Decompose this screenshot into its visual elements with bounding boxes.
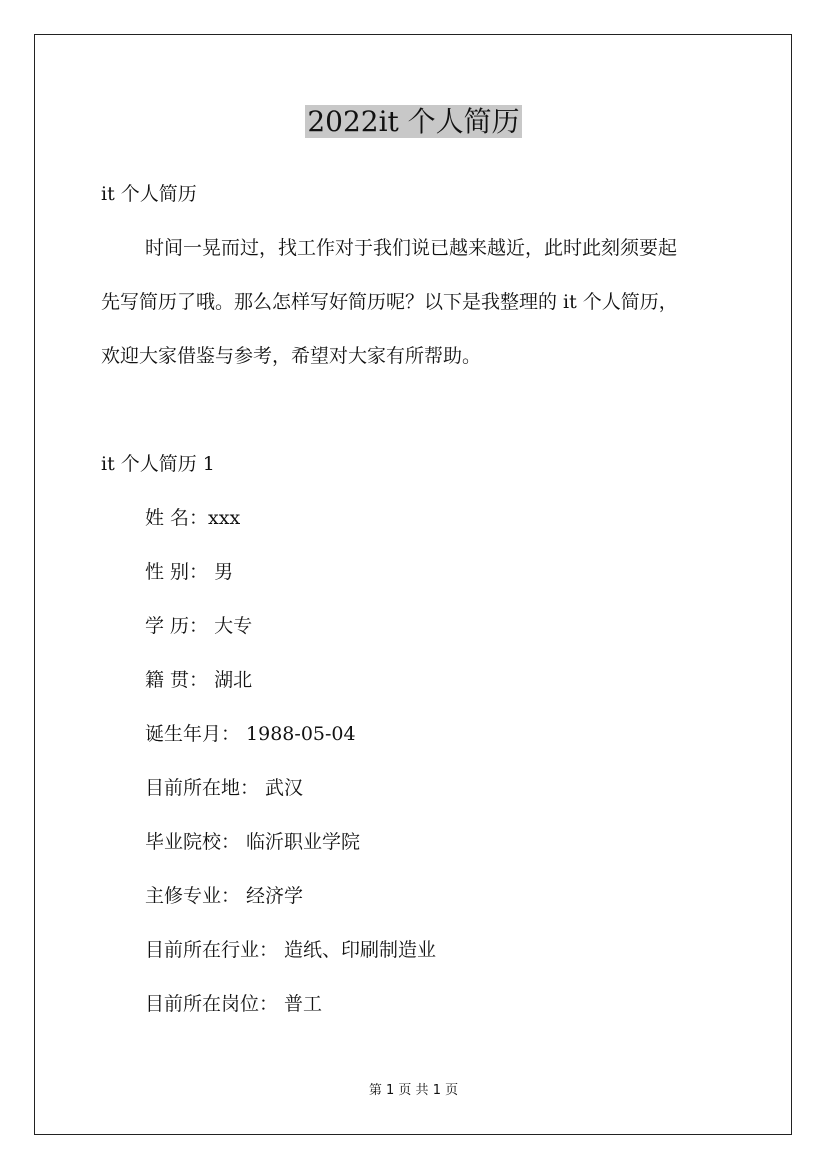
field-native-place: 籍 贯： 湖北 (145, 669, 253, 691)
field-birth-date: 诞生年月： 1988-05-04 (145, 723, 356, 745)
field-education: 学 历： 大专 (145, 615, 253, 637)
field-current-location: 目前所在地： 武汉 (145, 777, 304, 799)
field-gender: 性 别： 男 (145, 561, 234, 583)
field-major: 主修专业： 经济学 (145, 885, 304, 907)
document-title-block (0, 102, 827, 142)
intro-line-3: 欢迎大家借鉴与参考，希望对大家有所帮助。 (101, 345, 482, 367)
page-footer: 第 1 页 共 1 页 (368, 1083, 459, 1098)
field-position: 目前所在岗位： 普工 (145, 993, 323, 1015)
field-name: 姓 名：xxx (145, 507, 241, 529)
field-industry: 目前所在行业： 造纸、印刷制造业 (145, 939, 437, 961)
resume-heading: it 个人简历 1 (101, 453, 215, 475)
section-heading: it 个人简历 (101, 183, 197, 205)
document-title: 2022it 个人简历 (307, 105, 520, 138)
field-school: 毕业院校： 临沂职业学院 (145, 831, 361, 853)
intro-line-1: 时间一晃而过，找工作对于我们说已越来越近，此时此刻须要起 (145, 237, 678, 259)
intro-line-2: 先写简历了哦。那么怎样写好简历呢？以下是我整理的 it 个人简历， (101, 291, 678, 313)
